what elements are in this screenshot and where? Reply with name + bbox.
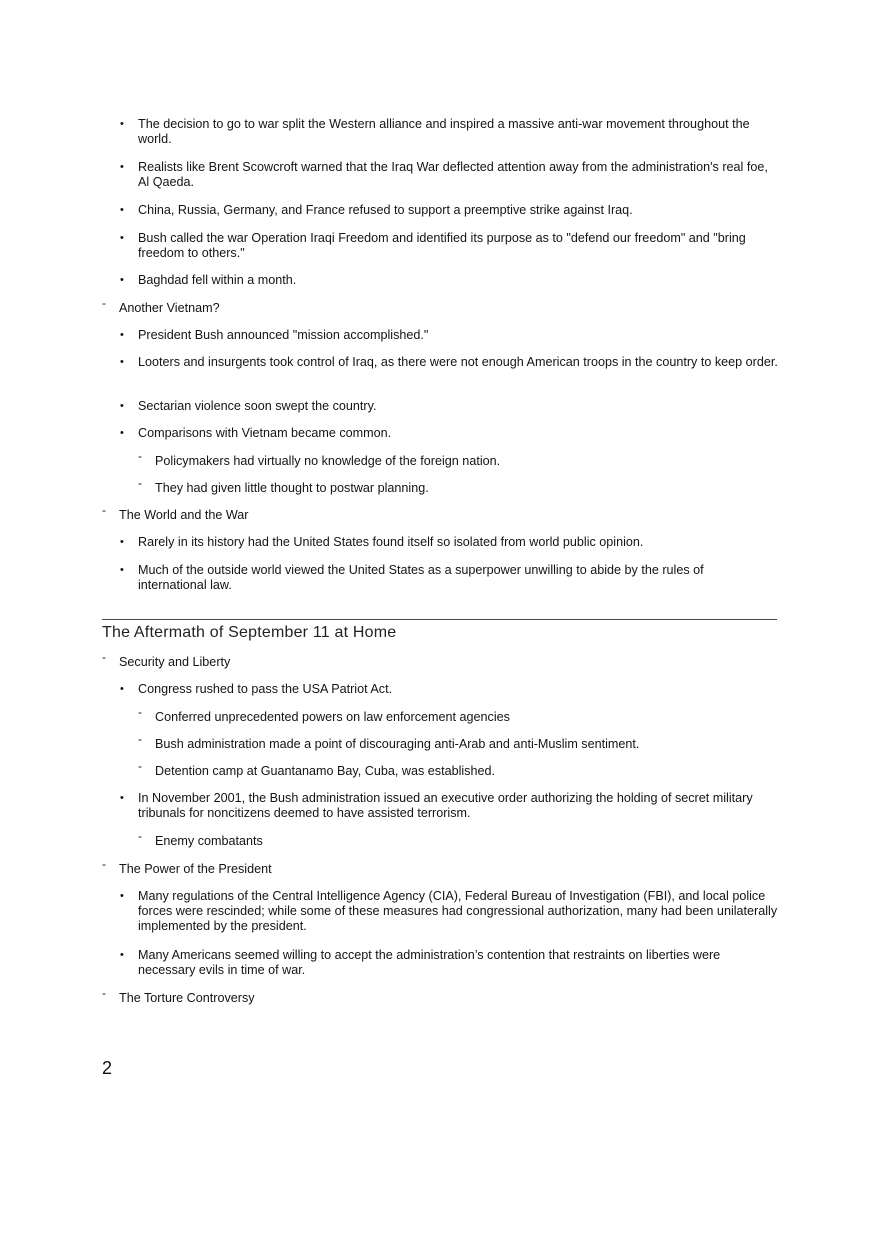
list-item xyxy=(138,203,778,218)
list-item-text: Enemy combatants xyxy=(155,834,263,848)
section-divider xyxy=(102,619,777,620)
bullet-marker: • xyxy=(120,890,124,902)
bullet-marker: • xyxy=(120,564,124,576)
list-item xyxy=(119,862,769,877)
dash-marker: - xyxy=(138,476,142,490)
list-item-text: Rarely in its history had the United States found itself so isolated from world public opinion. xyxy=(138,535,644,549)
list-item xyxy=(155,764,775,779)
dash-marker: - xyxy=(102,857,106,871)
bullet-marker: • xyxy=(120,949,124,961)
list-item-text: The decision to go to war split the Western alliance and inspired a massive anti-war movement throughout the world. xyxy=(138,117,750,146)
bullet-marker: • xyxy=(120,400,124,412)
list-item-text: China, Russia, Germany, and France refused to support a preemptive strike against Iraq. xyxy=(138,203,633,217)
list-item xyxy=(119,301,769,316)
list-item xyxy=(138,426,778,441)
dash-marker: - xyxy=(102,986,106,1000)
list-item-text: Baghdad fell within a month. xyxy=(138,273,297,287)
list-item xyxy=(138,889,778,934)
section-heading: The Aftermath of September 11 at Home xyxy=(102,624,397,641)
list-item-text: They had given little thought to postwar planning. xyxy=(155,481,429,495)
list-item-text: Bush called the war Operation Iraqi Freedom and identified its purpose as to "defend our freedom" and "bring freedom to others." xyxy=(138,231,746,260)
list-item-text: The Torture Controversy xyxy=(119,991,255,1005)
dash-marker: - xyxy=(102,296,106,310)
bullet-marker: • xyxy=(120,274,124,286)
bullet-marker: • xyxy=(120,356,124,368)
list-item-text: Another Vietnam? xyxy=(119,301,220,315)
list-item-text: Security and Liberty xyxy=(119,655,231,669)
list-item xyxy=(138,328,778,343)
list-item-text: Comparisons with Vietnam became common. xyxy=(138,426,392,440)
bullet-marker: • xyxy=(120,683,124,695)
list-item-text: The Power of the President xyxy=(119,862,272,876)
list-item xyxy=(138,535,778,550)
list-item xyxy=(138,273,778,288)
list-item-text: In November 2001, the Bush administration issued an executive order authorizing the holding of secret military tribunals for noncitizens deemed to have assisted terrorism. xyxy=(138,791,753,820)
list-item-text: President Bush announced "mission accomplished." xyxy=(138,328,429,342)
list-item xyxy=(138,231,778,261)
list-item-text: Many Americans seemed willing to accept the administration’s contention that restraints on liberties were necessary evils in time of war. xyxy=(138,948,721,977)
list-item-text: Congress rushed to pass the USA Patriot Act. xyxy=(138,682,393,696)
dash-marker: - xyxy=(138,759,142,773)
list-item xyxy=(138,563,758,593)
list-item xyxy=(138,117,778,147)
list-item xyxy=(138,399,778,414)
list-item-text: Conferred unprecedented powers on law enforcement agencies xyxy=(155,710,510,724)
list-item-text: Much of the outside world viewed the United States as a superpower unwilling to abide by the rules of international law. xyxy=(138,563,704,592)
bullet-marker: • xyxy=(120,536,124,548)
list-item-text: Policymakers had virtually no knowledge of the foreign nation. xyxy=(155,454,501,468)
bullet-marker: • xyxy=(120,792,124,804)
list-item xyxy=(155,834,775,849)
dash-marker: - xyxy=(102,650,106,664)
list-item xyxy=(138,160,778,190)
list-item xyxy=(138,948,758,978)
list-item-text: Realists like Brent Scowcroft warned that the Iraq War deflected attention away from the administration's real foe, Al Qaeda. xyxy=(138,160,768,189)
bullet-marker: • xyxy=(120,427,124,439)
list-item xyxy=(138,791,778,821)
list-item-text: The World and the War xyxy=(119,508,249,522)
bullet-marker: • xyxy=(120,232,124,244)
list-item-text: Many regulations of the Central Intelligence Agency (CIA), Federal Bureau of Investigation (FBI), and local police forces were rescinded; while some of these measures had congressional authorization, many had been unilaterally implemented by the president. xyxy=(138,889,778,933)
dash-marker: - xyxy=(138,732,142,746)
dash-marker: - xyxy=(138,449,142,463)
list-item xyxy=(119,991,769,1006)
list-item xyxy=(138,355,778,370)
list-item xyxy=(138,682,778,697)
dash-marker: - xyxy=(138,705,142,719)
list-item xyxy=(155,737,775,752)
bullet-marker: • xyxy=(120,204,124,216)
list-item xyxy=(155,710,775,725)
list-item-text: Detention camp at Guantanamo Bay, Cuba, was established. xyxy=(155,764,495,778)
dash-marker: - xyxy=(102,503,106,517)
list-item-text: Bush administration made a point of discouraging anti-Arab and anti-Muslim sentiment. xyxy=(155,737,640,751)
list-item-text: Sectarian violence soon swept the country. xyxy=(138,399,377,413)
list-item xyxy=(119,508,769,523)
bullet-marker: • xyxy=(120,329,124,341)
list-item xyxy=(155,481,775,496)
list-item xyxy=(119,655,769,670)
bullet-marker: • xyxy=(120,118,124,130)
list-item-text: Looters and insurgents took control of Iraq, as there were not enough American troops in the country to keep order. xyxy=(138,355,778,369)
dash-marker: - xyxy=(138,829,142,843)
page-number: 2 xyxy=(102,1058,113,1078)
bullet-marker: • xyxy=(120,161,124,173)
list-item xyxy=(155,454,775,469)
